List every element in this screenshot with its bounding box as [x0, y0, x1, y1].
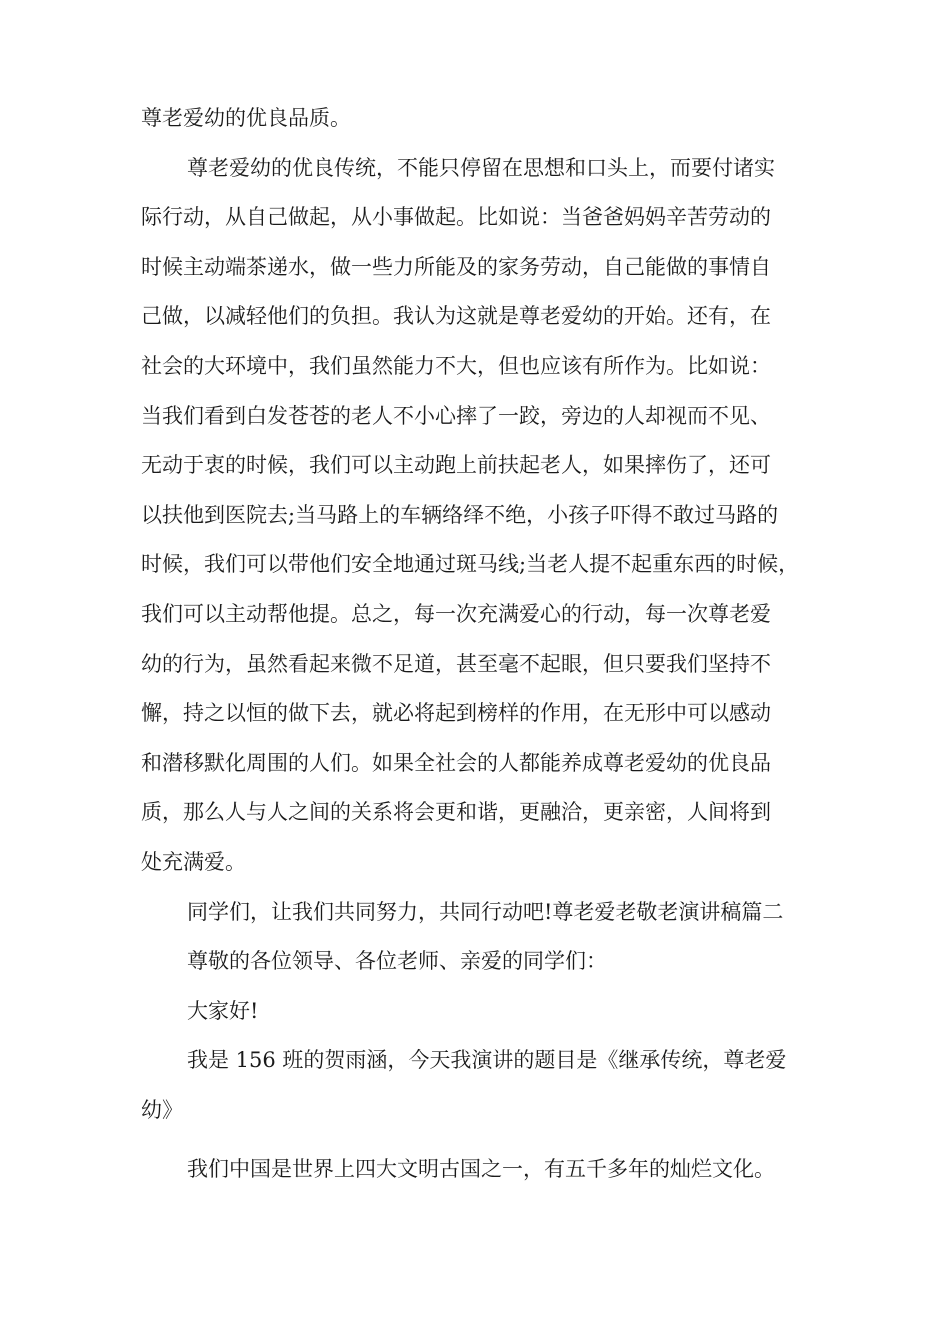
paragraph-start-line: 我们中国是世界上四大文明古国之一，有五千多年的灿烂文化。: [187, 1157, 775, 1182]
text-line: 质，那么人与人之间的关系将会更和谐，更融洽，更亲密，人间将到: [141, 800, 771, 825]
text-line: 懈，持之以恒的做下去，就必将起到榜样的作用，在无形中可以感动: [141, 701, 771, 726]
text-line: 和潜移默化周围的人们。如果全社会的人都能养成尊老爱幼的优良品: [141, 750, 771, 775]
document-body: [141, 94, 831, 1195]
greeting-line: 尊敬的各位领导、各位老师、亲爱的同学们：: [187, 949, 607, 974]
text-line: 以扶他到医院去;当马路上的车辆络绎不绝，小孩子吓得不敢过马路的: [141, 502, 779, 527]
greeting-line: 大家好!: [187, 998, 259, 1023]
paragraph-start-line: 尊老爱幼的优良传统，不能只停留在思想和口头上，而要付诸实: [187, 155, 775, 180]
text-line: 时候主动端茶递水，做一些力所能及的家务劳动，自己能做的事情自: [141, 254, 771, 279]
text-line: 社会的大环境中，我们虽然能力不大，但也应该有所作为。比如说：: [141, 353, 771, 378]
text-line: 无动于衷的时候，我们可以主动跑上前扶起老人，如果摔伤了，还可: [141, 453, 771, 478]
text-line: 时候，我们可以带他们安全地通过斑马线;当老人提不起重东西的时候，: [141, 552, 800, 577]
text-line: 幼的行为，虽然看起来微不足道，甚至毫不起眼，但只要我们坚持不: [141, 651, 771, 676]
text-line: 当我们看到白发苍苍的老人不小心摔了一跤，旁边的人却视而不见、: [141, 403, 771, 428]
paragraph-start-line: 我是 156 班的贺雨涵，今天我演讲的题目是《继承传统，尊老爱: [187, 1048, 787, 1073]
text-line: 我们可以主动帮他提。总之，每一次充满爱心的行动，每一次尊老爱: [141, 601, 771, 626]
paragraph-start-line: 同学们，让我们共同努力，共同行动吧!尊老爱老敬老演讲稿篇二: [187, 899, 784, 924]
text-line: 尊老爱幼的优良品质。: [141, 106, 351, 130]
text-line: 际行动，从自己做起，从小事做起。比如说：当爸爸妈妈辛苦劳动的: [141, 205, 771, 230]
text-line: 幼》: [141, 1097, 183, 1122]
text-line: 处充满爱。: [141, 849, 246, 874]
text-line: 己做，以减轻他们的负担。我认为这就是尊老爱幼的开始。还有，在: [141, 304, 771, 329]
